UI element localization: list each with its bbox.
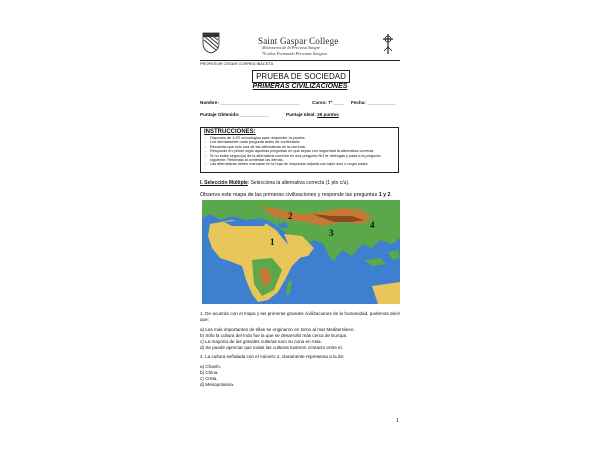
school-name: Saint Gaspar College: [258, 36, 339, 46]
score-obtained-field[interactable]: Puntaje Obtenido: ___________: [200, 112, 269, 117]
name-field[interactable]: Nombre: _______________________________: [200, 100, 300, 105]
question-2-option-a[interactable]: a) Chavín.: [200, 364, 222, 369]
map-instruction-bold: 1 y 2: [378, 192, 391, 198]
map-label-4: 4: [370, 220, 375, 230]
score-ideal-value: 36 puntos: [317, 112, 339, 117]
date-field[interactable]: Fecha: ___________: [351, 100, 396, 105]
question-1-option-b[interactable]: b) Sólo la cultura del Indo fue la que se desarrolló más cerca de Europa.: [200, 333, 348, 338]
map-instruction-text: Observa este mapa de las primeras civilizaciones y responde las preguntas: [200, 192, 379, 198]
question-1-text: 1. De acuerdo con el mapa y las primeras grandes civilizaciones de la humanidad, podemos decir que:: [200, 311, 400, 322]
question-1: [200, 311, 400, 351]
map-instruction-end: .: [390, 192, 392, 198]
school-motto-1: Misioneros de la Preciosa Sangre: [262, 45, 320, 50]
instructions-title: INSTRUCCIONES:: [204, 129, 256, 135]
question-2-option-b[interactable]: b) China.: [200, 370, 219, 375]
question-1-option-d[interactable]: d) Se puede apreciar que todas las culturas tuvieron contacto entre sí.: [200, 345, 344, 350]
exam-title: PRUEBA DE SOCIEDAD: [252, 70, 350, 83]
instruction-item: - Dispones de 1:20' cronológica para responder la prueba.: [210, 136, 395, 140]
question-2-option-d[interactable]: d) Mesopotamia.: [200, 382, 235, 387]
section-text: : Selecciona la alternativa correcta (1 pto c/u).: [247, 180, 350, 186]
map-instruction: [200, 192, 392, 198]
school-motto-2: 70 años Formando Personas Íntegras: [262, 51, 328, 56]
map-label-1: 1: [270, 237, 275, 247]
question-1-option-a[interactable]: a) Las más importantes de ellas se originaron en torno al mar Mediterráneo.: [200, 327, 355, 332]
map-label-3: 3: [329, 228, 334, 238]
instruction-item: - Recuerda que sólo una de las alternativas es la correcta.: [210, 145, 395, 149]
civilizations-map: [202, 200, 400, 304]
instruction-item: - Las alternativas deben marcarse en la hoja de respuesta adjunta con lápiz azul o negro pasta.: [210, 162, 395, 166]
question-1-option-c[interactable]: c) La mayoría de las grandes culturas tuvo su cuna en Asia.: [200, 339, 322, 344]
instruction-item: - Responde en primer lugar aquellas preguntas en que sepas con seguridad la alternativa correcta.: [210, 149, 395, 153]
instructions-box: [200, 127, 399, 173]
score-ideal: [286, 112, 339, 117]
score-ideal-label: Puntaje Ideal:: [286, 112, 316, 117]
course-field[interactable]: Curso: 7º ____: [312, 100, 344, 105]
instructions-list: [204, 136, 395, 167]
instruction-item: - Lee atentamente cada pregunta antes de contestarla.: [210, 140, 395, 144]
instruction-item: - Si no estás seguro(a) de la alternativa correcta en una pregunta NO te detengas y pasa a la pregunta siguiente. Retómala al contestar las demás.: [210, 154, 395, 163]
question-2-text: 2. La cultura señalada con el número 2, claramente representa a la de:: [200, 354, 345, 359]
page-number: 1: [396, 418, 399, 424]
section-label: I. Selección Múltiple: [200, 180, 248, 186]
map-label-2: 2: [288, 211, 293, 221]
cross-logo: [381, 33, 395, 55]
section-heading: [200, 180, 350, 186]
question-2: [200, 354, 344, 388]
professor-name: PROFESOR CESAR CORREA IBACETA: [200, 61, 274, 66]
question-2-option-c[interactable]: c) Creta.: [200, 376, 218, 381]
school-crest-logo: [202, 32, 220, 54]
exam-subtitle: PRIMERAS CIVILIZACIONES: [252, 83, 348, 90]
